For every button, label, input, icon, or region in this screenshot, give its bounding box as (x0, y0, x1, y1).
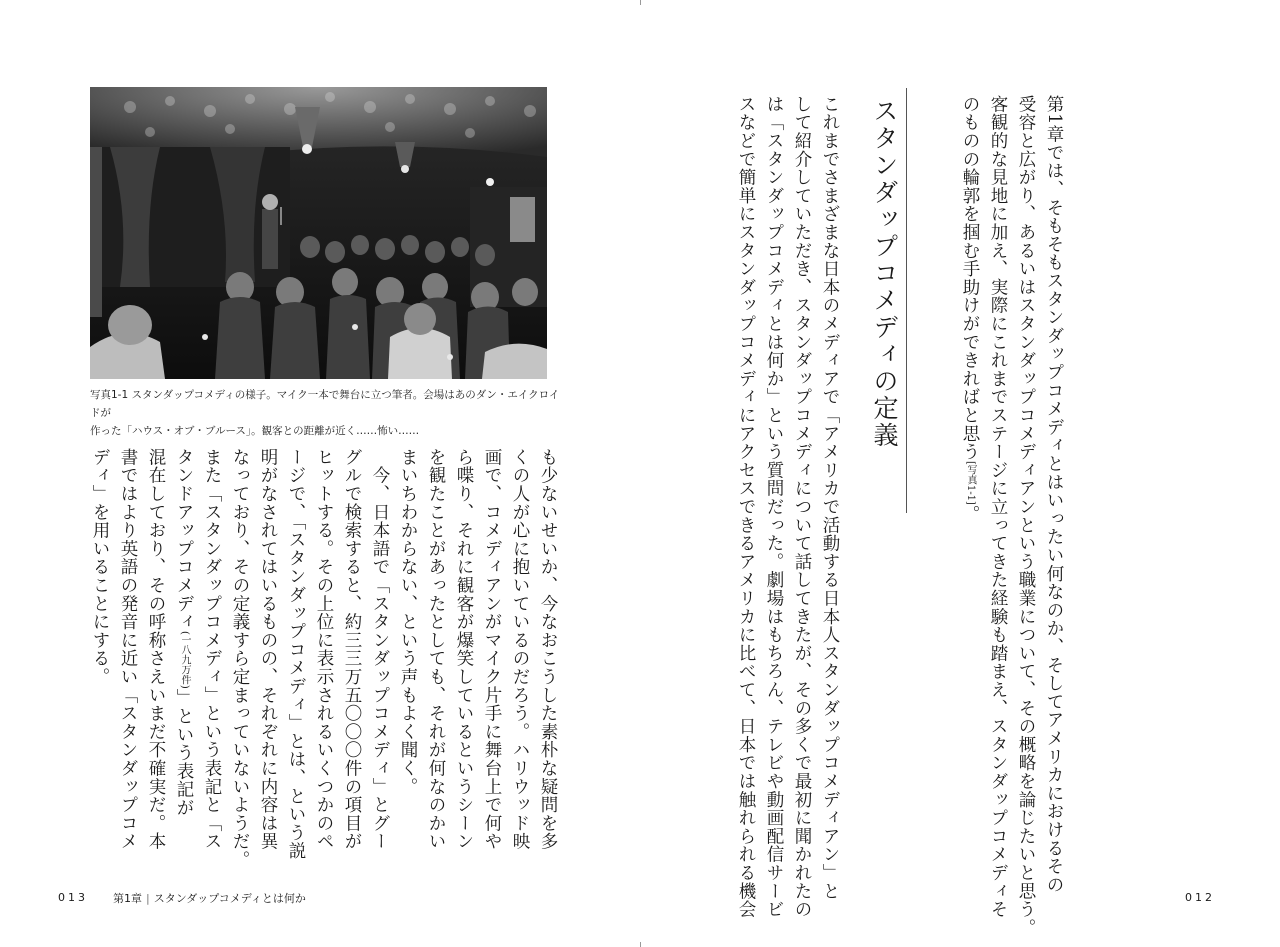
body-line: ヒットする。その上位に表示されるいくつかのペ (314, 448, 334, 851)
body-line: 明がなされてはいるものの、それぞれに内容は異 (258, 448, 278, 851)
intro-line: 第1章では、そもそもスタンダップコメディとはいったい何なのか、そしてアメリカにおけるその (1044, 95, 1064, 894)
body-line: スなどで簡単にスタンダップコメディにアクセスできるアメリカに比べて、日本では触れられる機会 (736, 95, 756, 919)
photo-caption (90, 386, 560, 440)
body-line: 混在しており、その呼称さえいまだ不確実だ。本 (146, 448, 166, 851)
left-body-text (86, 448, 562, 869)
intro-line: のものの輪郭を掴む手助けができればと思う (960, 95, 980, 461)
body-line: 今、日本語で「スタンダップコメディ」とグー (370, 448, 390, 851)
page-number-right: 012 (1185, 891, 1215, 904)
body-line: を観たことがあったとしても、それが何なのかい (426, 448, 446, 851)
gutter-tick-top (640, 0, 641, 5)
photo-illustration (90, 87, 547, 379)
body-line: 」という表記が (174, 688, 194, 817)
body-line: なっており、その定義すら定まっていないようだ。 (230, 448, 250, 869)
running-head-title: スタンダップコメディとは何か (153, 892, 306, 905)
running-head-chapter: 第1章 (113, 892, 142, 905)
page-number-left: 013 (58, 891, 88, 904)
body-line: 書ではより英語の発音に近い「スタンダップコメ (118, 448, 138, 851)
body-line: も少ないせいか、今なおこうした素朴な疑問を多 (538, 448, 558, 851)
right-body-text (732, 95, 844, 919)
body-line: ら喋り、それに観客が爆笑しているというシーン (454, 448, 474, 851)
heading-rule (906, 88, 907, 513)
body-line: ディ」を用いることにする。 (90, 448, 110, 686)
count-reference: (一八九万件) (179, 631, 190, 689)
intro-end: 。 (960, 504, 980, 524)
intro-line: 客観的な見地に加え、実際にこれまでステージに立ってきた経験も踏まえ、スタンダップコメディそ (988, 95, 1008, 919)
gutter-tick-bottom (640, 942, 641, 947)
body-line: また「スタンダップコメディ」という表記と「ス (202, 448, 222, 851)
photo-reference: [写真1-1] (965, 461, 976, 505)
caption-line: 写真1-1 スタンダップコメディの様子。マイク一本で舞台に立つ筆者。会場はあのダン・エイクロイドが (90, 389, 560, 419)
section-heading: スタンダップコメディの定義 (870, 98, 899, 449)
running-head (113, 890, 306, 906)
body-line: 画で、コメディアンがマイク片手に舞台上で何や (482, 448, 502, 851)
caption-line: 作った「ハウス・オブ・ブルース」。観客との距離が近く……怖い…… (90, 425, 420, 437)
body-line: グルで検索すると、約三三万五〇〇〇件の項目が (342, 448, 362, 851)
body-line: して紹介していただき、スタンダップコメディについて話してきたが、その多くで最初に聞かれたの (792, 95, 812, 919)
body-line: くの人が心に抱いているのだろう。ハリウッド映 (510, 448, 530, 851)
body-line: タンドアップコメディ (174, 448, 194, 631)
body-line: これまでさまざまな日本のメディアで「アメリカで活動する日本人スタンダップコメディアン」と (820, 95, 840, 901)
body-line: は「スタンダップコメディとは何か」という質問だった。劇場はもちろん、テレビや動画配信サービ (764, 95, 784, 919)
body-line: まいちわからない、という声もよく聞く。 (398, 448, 418, 796)
intro-line: 受容と広がり、あるいはスタンダップコメディアンという職業について、その概略を論じたいと思う。 (1016, 95, 1036, 937)
body-line: ージで、「スタンダップコメディ」とは、という説 (286, 448, 306, 861)
stand-up-photo (90, 87, 547, 379)
intro-paragraph (956, 95, 1068, 937)
running-head-separator: | (146, 892, 150, 905)
